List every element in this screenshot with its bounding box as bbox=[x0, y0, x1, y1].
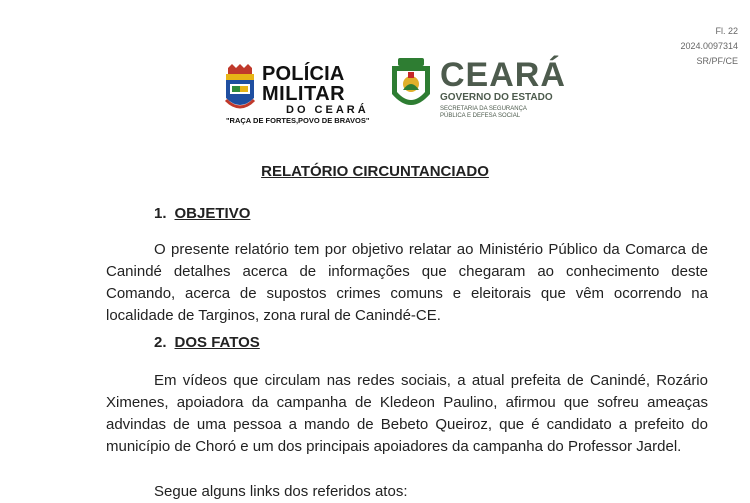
section-label: DOS FATOS bbox=[174, 334, 260, 351]
pm-name-line2: MILITAR bbox=[262, 83, 346, 105]
ceara-department bbox=[440, 106, 566, 120]
pm-crest-icon bbox=[222, 62, 258, 114]
section-label: OBJETIVO bbox=[174, 205, 251, 222]
pm-name-line3: DO CEARÁ bbox=[286, 104, 369, 116]
paragraph-objetivo: O presente relatório tem por objetivo relatar ao Ministério Público da Comarca de Canindé detalhes acerca de informações que chegaram ao conhecimento deste Comando, acerca de supostos crimes comuns e eleitorais que vêm ocorrendo na localidade de Targinos, zona rural de Canindé-CE. bbox=[106, 241, 708, 324]
protocol-stamp bbox=[680, 24, 738, 69]
stamp-number: 2024.0097314 bbox=[680, 41, 738, 51]
paragraph-dos-fatos: Em vídeos que circulam nas redes sociais, a atual prefeita de Canindé, Rozário Ximenes, apoiadora da campanha de Kledeon Paulino, afirmou que sofreu ameaças advindas de uma pessoa a mando de Bebeto Queiroz, que é candidato a prefeito do município de Choró e um dos principais apoiadores da campanha do Professor Jardel. bbox=[106, 372, 708, 455]
ceara-department-line1: SECRETARIA DA SEGURANÇA bbox=[440, 106, 527, 112]
pm-name-line1: POLÍCIA bbox=[262, 63, 345, 85]
ceara-subtitle: GOVERNO DO ESTADO bbox=[440, 92, 553, 103]
header-logos bbox=[220, 52, 580, 132]
paragraph-links-intro: Segue alguns links dos referidos atos: bbox=[154, 483, 408, 500]
pm-motto: "RAÇA DE FORTES,POVO DE BRAVOS" bbox=[226, 116, 370, 125]
ceara-name: CEARÁ bbox=[440, 56, 566, 94]
section-number: 2. bbox=[154, 334, 167, 351]
ceara-department-line2: PÚBLICA E DEFESA SOCIAL bbox=[440, 113, 521, 119]
section-heading-objetivo bbox=[154, 205, 250, 222]
section-number: 1. bbox=[154, 205, 167, 222]
stamp-page: Fl. 22 bbox=[715, 26, 738, 36]
ceara-government-logo bbox=[388, 52, 588, 132]
stamp-unit: SR/PF/CE bbox=[696, 56, 738, 66]
document-title: RELATÓRIO CIRCUNTANCIADO bbox=[261, 163, 489, 180]
policia-militar-logo bbox=[220, 52, 370, 132]
section-heading-dos-fatos bbox=[154, 334, 260, 351]
ceara-crest-icon bbox=[388, 56, 434, 116]
